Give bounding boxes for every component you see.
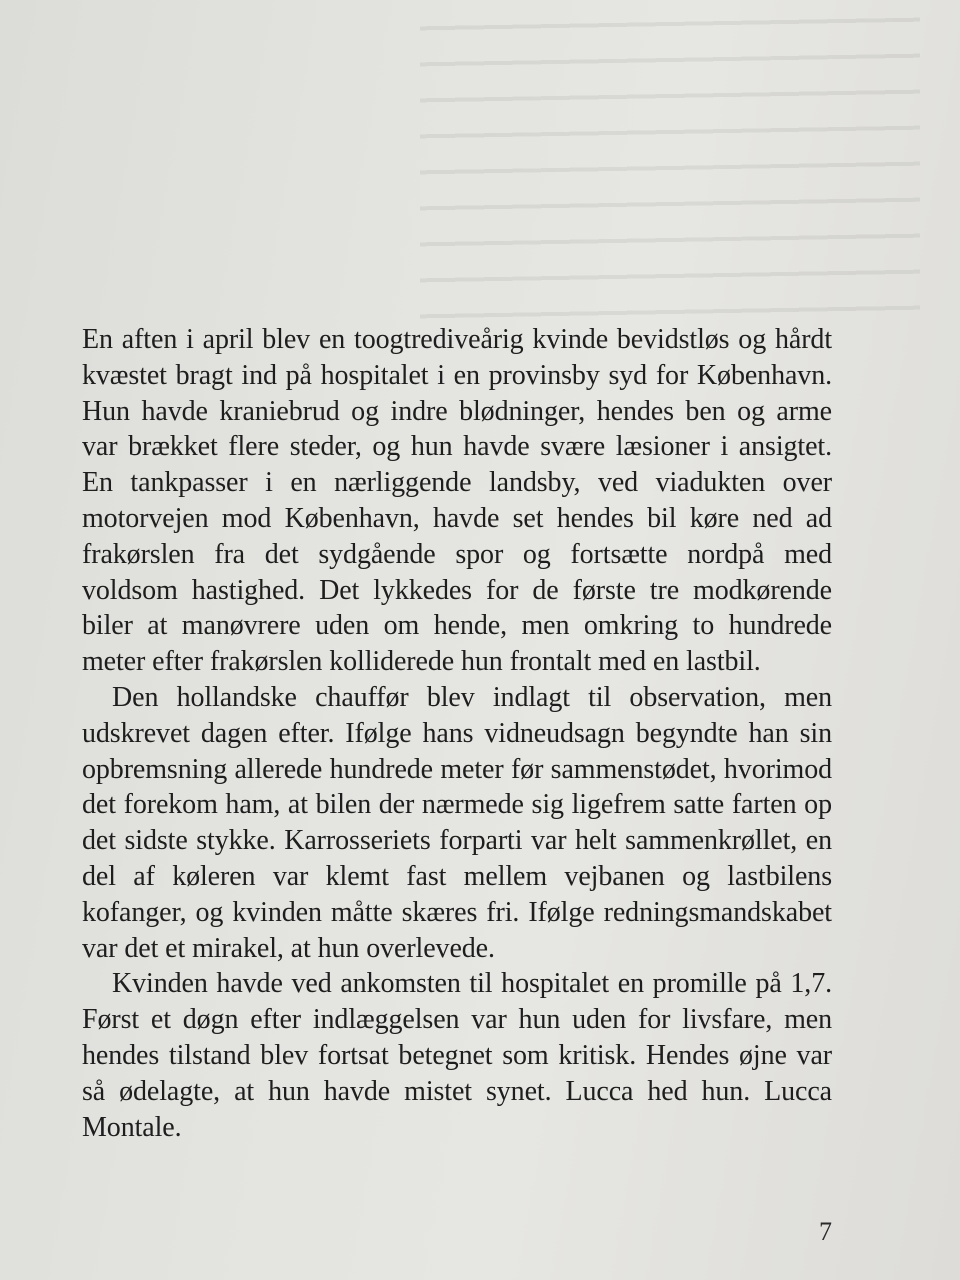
page-number: 7 xyxy=(819,1217,832,1246)
show-through-text xyxy=(420,0,920,324)
paragraph-2: Den hollandske chauffør blev indlagt til observation, men udskrevet dagen efter. Ifølge hans vidneudsagn begyndte han sin opbremsning allerede hundrede meter før sammenstødet, hvorimod det forekom ham, at bilen der nærmede sig ligefrem satte farten op det sidste stykke. Karrosseriets forparti var helt sammenkrøllet, en del af køleren var klemt fast mellem vejbanen og lastbilens kofanger, og kvinden måtte skæres fri. Ifølge redningsmandskabet var det et mirakel, at hun overlevede. xyxy=(82,681,832,964)
paragraph-3: Kvinden havde ved ankomsten til hospitalet en promille på 1,7. Først et døgn efter indlæggelsen var hun uden for livsfare, men hendes tilstand blev fortsat betegnet som kritisk. Hendes øjne var så ødelagte, at hun havde mistet synet. Lucca hed hun. Lucca Montale. xyxy=(82,968,832,1143)
paragraph-1: En aften i april blev en toogtrediveårig kvinde bevidstløs og hårdt kvæstet bragt ind på hospitalet i en provinsby syd for København. Hun havde kraniebrud og indre blødninger, hendes ben og arme var brækket flere steder, og hun havde svære læsioner i ansigtet. En tankpasser i en nærliggende landsby, ved viadukten over motorvejen mod København, havde set hendes bil køre ned ad frakørslen fra det sydgående spor og fortsætte nordpå med voldsom hastighed. Det lykkedes for de første tre modkørende biler at manøvrere uden om hende, men omkring to hundrede meter efter frakørslen kolliderede hun frontalt med en lastbil. xyxy=(82,324,832,678)
body-text xyxy=(82,322,832,1145)
